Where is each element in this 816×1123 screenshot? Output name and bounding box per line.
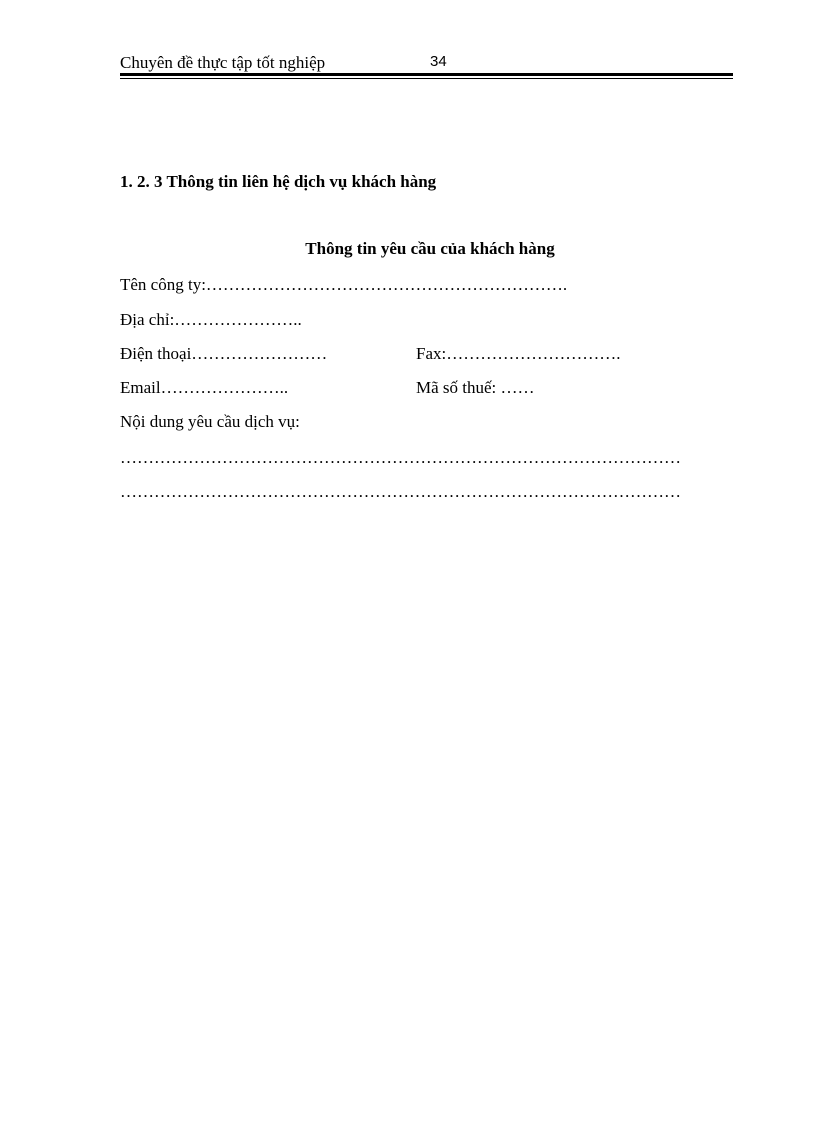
page-number: 34	[430, 53, 447, 70]
form-title: Thông tin yêu cầu của khách hàng	[305, 239, 555, 258]
company-name-field: Tên công ty:……………………………………………………….	[120, 275, 568, 294]
tax-code-field: Mã số thuế: ……	[416, 378, 535, 397]
request-content-label: Nội dung yêu cầu dịch vụ:	[120, 412, 300, 431]
fax-field: Fax:………………………….	[416, 344, 621, 363]
request-content-line-2: ………………………………………………………………………………………	[120, 482, 681, 501]
header-rule-thin	[120, 78, 733, 79]
address-field: Địa chỉ:…………………..	[120, 310, 302, 329]
header-rule	[120, 73, 733, 76]
email-field: Email…………………..	[120, 378, 289, 397]
section-heading: 1. 2. 3 Thông tin liên hệ dịch vụ khách hàng	[120, 172, 437, 191]
header-title: Chuyên đề thực tập tốt nghiệp	[120, 53, 326, 72]
phone-field: Điện thoại……………………	[120, 344, 328, 363]
request-content-line-1: ………………………………………………………………………………………	[120, 448, 681, 467]
